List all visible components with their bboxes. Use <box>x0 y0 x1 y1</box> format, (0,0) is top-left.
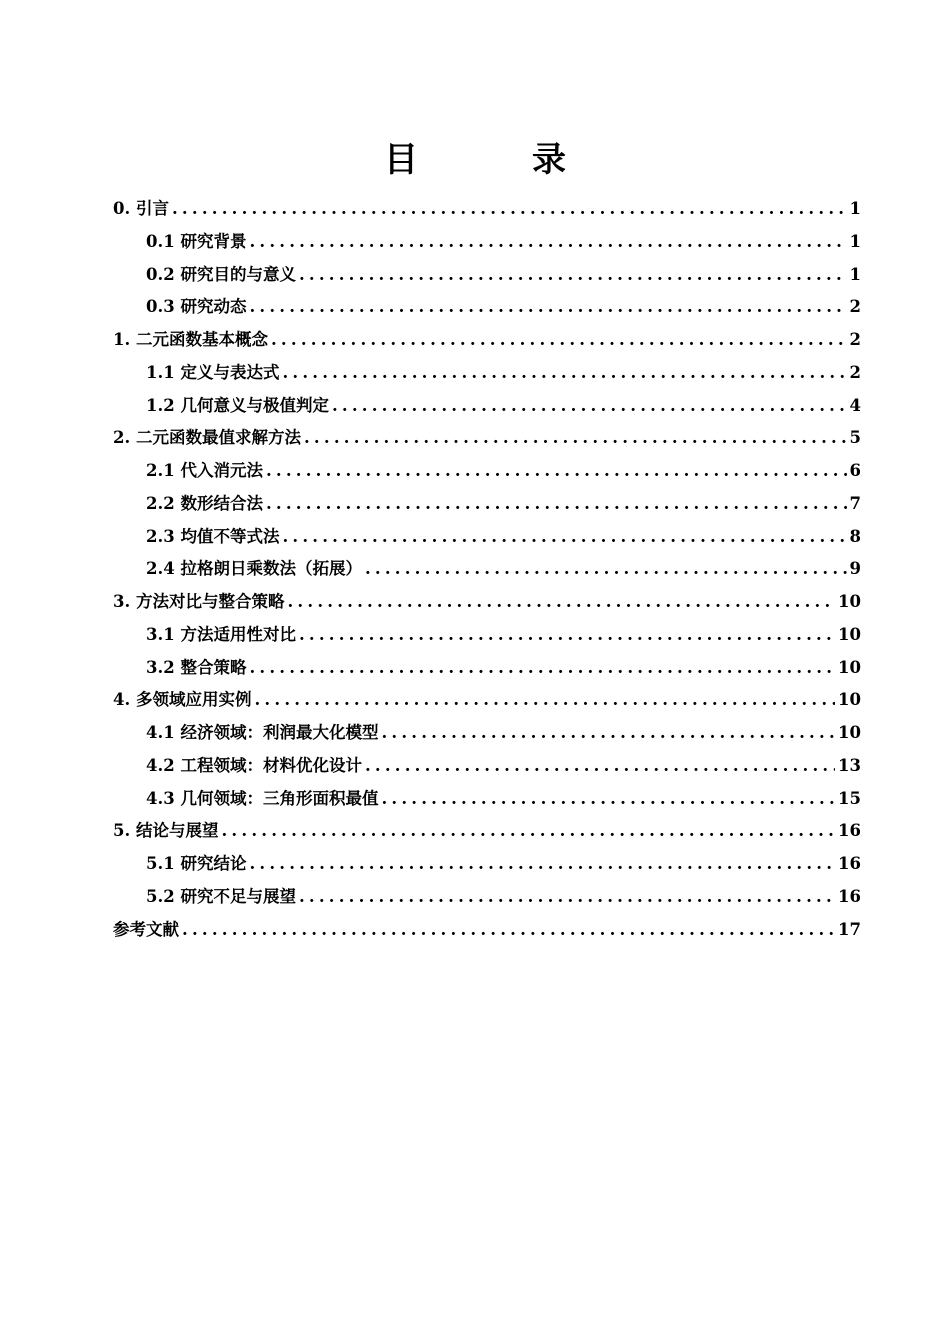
toc-entry[interactable] <box>113 619 861 652</box>
toc-entry[interactable] <box>113 357 861 390</box>
toc-entry-label: 2. 二元函数最值求解方法 <box>113 428 301 448</box>
toc-entry[interactable] <box>113 259 861 292</box>
toc-dot-leader <box>172 193 847 226</box>
toc-entry[interactable] <box>113 717 861 750</box>
toc-entry[interactable] <box>113 455 861 488</box>
toc-entry-label: 0.2 研究目的与意义 <box>146 264 296 284</box>
toc-dot-leader <box>282 357 846 390</box>
toc-entry-page-number: 8 <box>849 526 861 546</box>
toc-entry-page-number: 15 <box>838 788 861 808</box>
toc-entry-label: 2.4 拉格朗日乘数法（拓展） <box>146 559 362 579</box>
toc-entry-label: 2.2 数形结合法 <box>146 493 263 513</box>
toc-dot-leader <box>381 717 835 750</box>
toc-entry[interactable] <box>113 881 861 914</box>
toc-entry[interactable] <box>113 422 861 455</box>
toc-entry-label: 4.1 经济领域：利润最大化模型 <box>146 723 379 742</box>
toc-entry-page-number: 9 <box>849 559 861 579</box>
toc-entry-label: 0.1 研究背景 <box>146 231 247 251</box>
toc-entry[interactable] <box>113 324 861 357</box>
toc-entry[interactable] <box>113 390 861 423</box>
toc-entry-label: 参考文献 <box>113 919 179 939</box>
toc-dot-leader <box>282 521 846 554</box>
toc-entry[interactable] <box>113 914 861 947</box>
toc-dot-leader <box>249 226 846 259</box>
toc-dot-leader <box>332 390 847 423</box>
toc-entry-page-number: 17 <box>838 919 861 939</box>
toc-entry-page-number: 5 <box>849 428 861 448</box>
toc-entry[interactable] <box>113 553 861 586</box>
toc-dot-leader <box>365 553 847 586</box>
toc-entry-page-number: 7 <box>849 493 861 513</box>
toc-entry-page-number: 6 <box>849 461 861 480</box>
toc-entry[interactable] <box>113 652 861 685</box>
toc-entry-page-number: 10 <box>838 657 861 677</box>
toc-entry-page-number: 13 <box>838 755 861 775</box>
toc-entry[interactable] <box>113 684 861 717</box>
toc-entry[interactable] <box>113 226 861 259</box>
toc-dot-leader <box>304 422 847 455</box>
toc-entry-label: 4. 多领域应用实例 <box>113 690 252 710</box>
toc-dot-leader <box>266 455 847 488</box>
toc-entry-page-number: 1 <box>849 231 861 251</box>
toc-dot-leader <box>249 291 846 324</box>
toc-entry-label: 4.2 工程领域：材料优化设计 <box>146 755 362 775</box>
toc-dot-leader <box>249 848 835 881</box>
toc-entry-page-number: 1 <box>849 199 861 218</box>
toc-dot-leader <box>271 324 847 357</box>
toc-entry-label: 5. 结论与展望 <box>113 821 219 841</box>
toc-entry-page-number: 16 <box>838 886 861 906</box>
toc-entry-label: 5.2 研究不足与展望 <box>146 886 296 906</box>
toc-dot-leader <box>249 652 835 685</box>
toc-entry-page-number: 1 <box>849 264 861 284</box>
toc-entry-page-number: 10 <box>838 592 861 611</box>
toc-entry-page-number: 10 <box>838 723 861 742</box>
toc-dot-leader <box>266 488 847 521</box>
toc-dot-leader <box>381 783 835 816</box>
toc-entry[interactable] <box>113 193 861 226</box>
toc-entry-page-number: 2 <box>849 362 861 382</box>
toc-entry-label: 3. 方法对比与整合策略 <box>113 592 285 611</box>
toc-entry-label: 2.3 均值不等式法 <box>146 526 280 546</box>
toc-entry-page-number: 16 <box>838 854 861 873</box>
toc-entry-label: 2.1 代入消元法 <box>146 461 263 480</box>
toc-entry-label: 1.1 定义与表达式 <box>146 362 280 382</box>
toc-entry-label: 4.3 几何领域：三角形面积最值 <box>146 788 379 808</box>
toc-entry-label: 5.1 研究结论 <box>146 854 247 873</box>
toc-entry[interactable] <box>113 783 861 816</box>
toc-entry-page-number: 4 <box>849 395 861 415</box>
table-of-contents <box>113 193 861 946</box>
toc-entry-page-number: 2 <box>849 297 861 317</box>
toc-entry[interactable] <box>113 848 861 881</box>
toc-dot-leader <box>221 815 835 848</box>
toc-entry-page-number: 10 <box>838 624 861 644</box>
toc-entry[interactable] <box>113 291 861 324</box>
toc-entry-label: 3.1 方法适用性对比 <box>146 624 296 644</box>
toc-dot-leader <box>365 750 835 783</box>
toc-entry-label: 1.2 几何意义与极值判定 <box>146 395 329 415</box>
toc-dot-leader <box>299 619 835 652</box>
toc-entry[interactable] <box>113 521 861 554</box>
toc-entry-page-number: 10 <box>838 690 861 710</box>
toc-entry[interactable] <box>113 815 861 848</box>
toc-entry[interactable] <box>113 750 861 783</box>
toc-dot-leader <box>299 881 835 914</box>
toc-entry[interactable] <box>113 586 861 619</box>
toc-dot-leader <box>287 586 835 619</box>
toc-entry-page-number: 16 <box>838 821 861 841</box>
toc-dot-leader <box>182 914 835 947</box>
toc-dot-leader <box>299 259 847 292</box>
toc-dot-leader <box>254 684 835 717</box>
toc-entry-label: 0.3 研究动态 <box>146 297 247 317</box>
page-title: 目 录 <box>384 140 606 180</box>
toc-entry-label: 0. 引言 <box>113 199 169 218</box>
toc-entry-label: 1. 二元函数基本概念 <box>113 330 268 349</box>
toc-entry-page-number: 2 <box>849 330 861 349</box>
toc-entry-label: 3.2 整合策略 <box>146 657 247 677</box>
toc-entry[interactable] <box>113 488 861 521</box>
